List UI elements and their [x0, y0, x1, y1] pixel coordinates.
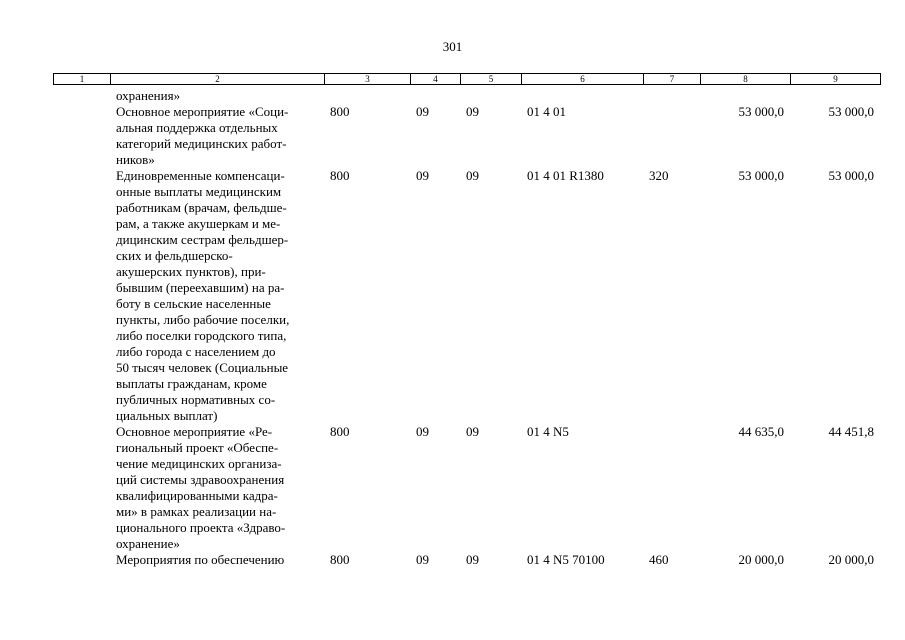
cell-col-6: 01 4 01 R1380	[527, 168, 604, 183]
cell-col-3: 800	[330, 168, 350, 183]
cell-col-8: 20 000,0	[738, 552, 784, 567]
cell-name: Единовременные компенсаци- онные выплаты медицинским работникам (врачам, фельдше- рам, а также акушеркам и ме- дицинским сестрам фельдшер- ских и фельдшерско- акушерских пунктов), при- бывшим (переехавшим) на ра- боту в сельские населенные пункты, либо рабочие поселки, либо поселки городского типа, либо города с населением до 50 тысяч человек (Социальные выплаты гражданам, кроме публичных нормативных со- циальных выплат)	[116, 168, 290, 423]
cell-col-5: 09	[466, 552, 479, 567]
cell-col-1	[53, 88, 110, 104]
table-row	[53, 88, 880, 104]
cell-col-1	[53, 104, 110, 168]
cell-col-7	[643, 424, 700, 552]
cell-col-6: 01 4 01	[527, 104, 566, 119]
header-col-8: 8	[701, 74, 791, 85]
cell-col-5: 09	[466, 104, 479, 119]
cell-col-4: 09	[416, 424, 429, 439]
cell-col-9	[790, 88, 880, 104]
cell-col-8: 53 000,0	[738, 104, 784, 119]
header-col-3: 3	[325, 74, 411, 85]
table-row	[53, 552, 880, 568]
cell-col-8: 44 635,0	[738, 424, 784, 439]
cell-col-3: 800	[330, 424, 350, 439]
table-row	[53, 424, 880, 552]
cell-col-4: 09	[416, 552, 429, 567]
cell-col-5: 09	[466, 168, 479, 183]
cell-name: охранения»	[116, 88, 181, 103]
cell-col-5	[460, 88, 521, 104]
cell-col-5: 09	[466, 424, 479, 439]
cell-col-3: 800	[330, 104, 350, 119]
cell-col-4: 09	[416, 104, 429, 119]
header-col-2: 2	[111, 74, 325, 85]
table-row	[53, 168, 880, 424]
cell-col-6: 01 4 N5 70100	[527, 552, 605, 567]
cell-name: Основное мероприятие «Соци- альная поддержка отдельных категорий медицинских работ- ников»	[116, 104, 289, 167]
header-col-4: 4	[411, 74, 461, 85]
header-col-5: 5	[461, 74, 522, 85]
header-col-7: 7	[644, 74, 701, 85]
cell-col-9: 53 000,0	[828, 168, 874, 183]
cell-col-3: 800	[330, 552, 350, 567]
cell-col-1	[53, 424, 110, 552]
cell-col-8	[700, 88, 790, 104]
cell-col-4: 09	[416, 168, 429, 183]
page-number: 301	[442, 39, 463, 54]
cell-col-9: 53 000,0	[828, 104, 874, 119]
cell-col-8: 53 000,0	[738, 168, 784, 183]
cell-name: Основное мероприятие «Ре- гиональный проект «Обеспе- чение медицинских организа- ций системы здравоохранения квалифицированными кадра- ми» в рамках реализации на- ционального проекта «Здраво- охранение»	[116, 424, 286, 551]
cell-col-1	[53, 168, 110, 424]
cell-col-7	[643, 104, 700, 168]
cell-col-7: 320	[649, 168, 669, 183]
cell-name: Мероприятия по обеспечению	[116, 552, 285, 567]
header-col-6: 6	[522, 74, 644, 85]
cell-col-9: 44 451,8	[828, 424, 874, 439]
column-number-header	[53, 73, 881, 85]
cell-col-6	[521, 88, 643, 104]
cell-col-6: 01 4 N5	[527, 424, 569, 439]
cell-col-9: 20 000,0	[828, 552, 874, 567]
cell-col-1	[53, 552, 110, 568]
cell-col-3	[324, 88, 410, 104]
cell-col-7: 460	[649, 552, 669, 567]
budget-table	[53, 88, 880, 568]
header-col-9: 9	[791, 74, 881, 85]
cell-col-4	[410, 88, 460, 104]
cell-col-7	[643, 88, 700, 104]
header-col-1: 1	[54, 74, 111, 85]
table-row	[53, 104, 880, 168]
